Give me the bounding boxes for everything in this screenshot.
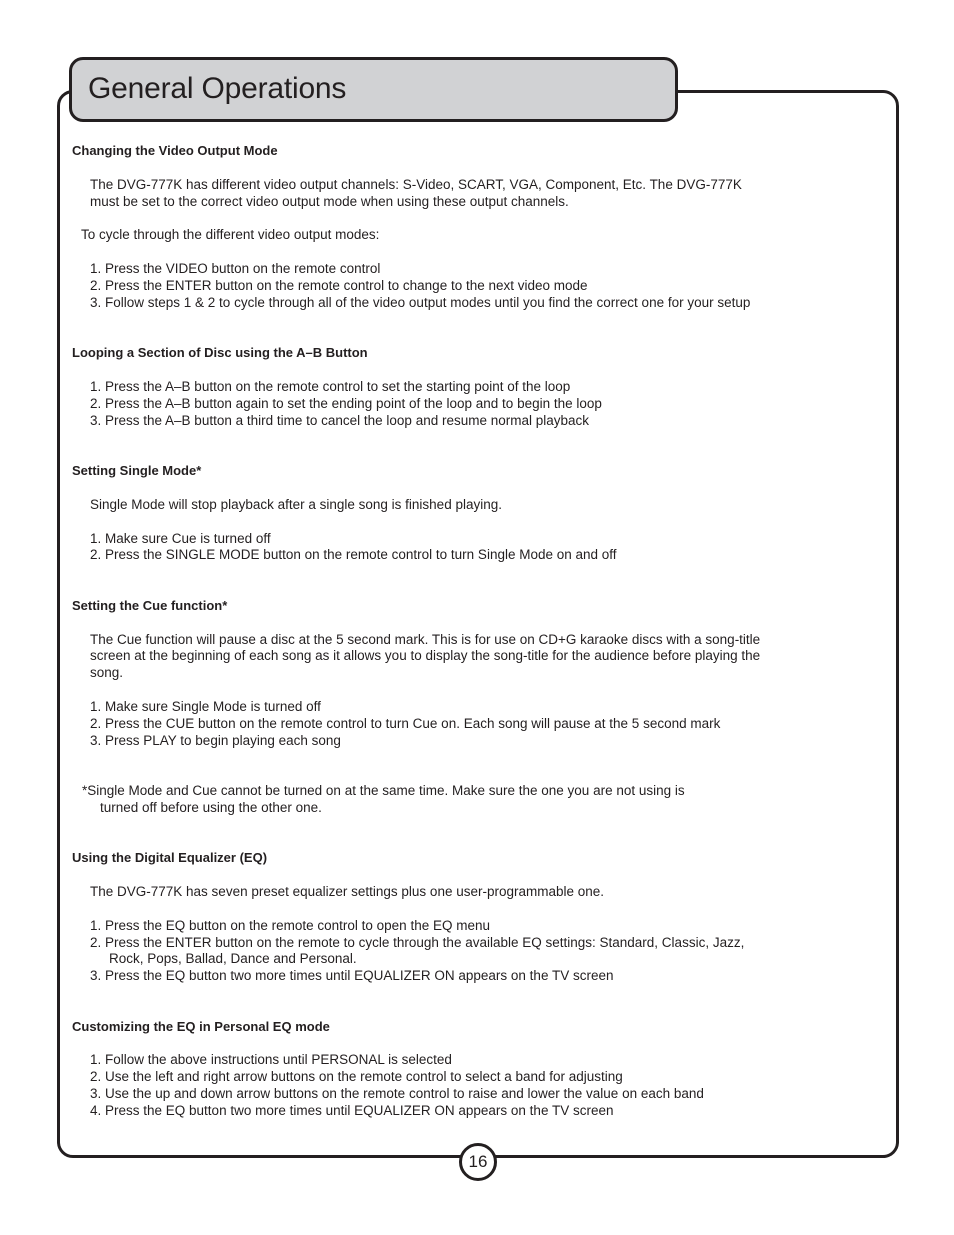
cue-step: 2. Press the CUE button on the remote control to turn Cue on. Each song will pause at the 5 second mark	[90, 716, 721, 731]
video-step: 2. Press the ENTER button on the remote control to change to the next video mode	[90, 278, 588, 293]
eq-step: 2. Press the ENTER button on the remote to cycle through the available EQ settings: Standard, Classic, Jazz,	[90, 935, 745, 950]
loop-step: 2. Press the A–B button again to set the ending point of the loop and to begin the loop	[90, 396, 602, 411]
page-number: 16	[459, 1143, 497, 1181]
loop-step: 1. Press the A–B button on the remote control to set the starting point of the loop	[90, 379, 571, 394]
eq-step: 1. Press the EQ button on the remote control to open the EQ menu	[90, 918, 490, 933]
eq-intro-text: The DVG-777K has seven preset equalizer settings plus one user-programmable one.	[90, 884, 605, 899]
video-step: 1. Press the VIDEO button on the remote control	[90, 261, 381, 276]
video-step: 3. Follow steps 1 & 2 to cycle through all of the video output modes until you find the correct one for your setup	[90, 295, 751, 310]
cue-intro-line: The Cue function will pause a disc at the 5 second mark. This is for use on CD+G karaoke discs with a song-title	[90, 632, 761, 647]
page-title: General Operations	[88, 72, 347, 105]
section-heading-digital-eq: Using the Digital Equalizer (EQ)	[72, 850, 268, 865]
single-intro-text: Single Mode will stop playback after a single song is finished playing.	[90, 497, 502, 512]
section-heading-cue: Setting the Cue function*	[72, 598, 228, 613]
eq-step: 3. Press the EQ button two more times until EQUALIZER ON appears on the TV screen	[90, 968, 614, 983]
section-heading-personal-eq: Customizing the EQ in Personal EQ mode	[72, 1019, 330, 1034]
custom-eq-step: 3. Use the up and down arrow buttons on the remote control to raise and lower the value on each band	[90, 1086, 704, 1101]
cue-intro-line: song.	[90, 665, 124, 680]
cue-footnote-line: *Single Mode and Cue cannot be turned on at the same time. Make sure the one you are not using is	[82, 783, 685, 798]
loop-step: 3. Press the A–B button a third time to cancel the loop and resume normal playback	[90, 413, 590, 428]
custom-eq-step: 2. Use the left and right arrow buttons on the remote control to select a band for adjusting	[90, 1069, 623, 1084]
cue-step: 3. Press PLAY to begin playing each song	[90, 733, 341, 748]
eq-step-continuation: Rock, Pops, Ballad, Dance and Personal.	[109, 951, 357, 966]
cue-intro-line: screen at the beginning of each song as it allows you to display the song-title for the audience before playing the	[90, 648, 761, 663]
cue-step: 1. Make sure Single Mode is turned off	[90, 699, 321, 714]
video-intro-line: The DVG-777K has different video output channels: S-Video, SCART, VGA, Component, Etc. The DVG-777K	[90, 177, 742, 192]
video-lead-text: To cycle through the different video output modes:	[81, 227, 380, 242]
section-heading-single-mode: Setting Single Mode*	[72, 463, 202, 478]
single-step: 1. Make sure Cue is turned off	[90, 531, 271, 546]
custom-eq-step: 1. Follow the above instructions until PERSONAL is selected	[90, 1052, 452, 1067]
page-frame	[57, 90, 899, 1158]
custom-eq-step: 4. Press the EQ button two more times until EQUALIZER ON appears on the TV screen	[90, 1103, 614, 1118]
section-heading-ab-loop: Looping a Section of Disc using the A–B Button	[72, 345, 368, 360]
section-heading-video-output: Changing the Video Output Mode	[72, 143, 278, 158]
cue-footnote-line: turned off before using the other one.	[100, 800, 322, 815]
video-intro-line: must be set to the correct video output mode when using these output channels.	[90, 194, 569, 209]
single-step: 2. Press the SINGLE MODE button on the remote control to turn Single Mode on and off	[90, 547, 617, 562]
